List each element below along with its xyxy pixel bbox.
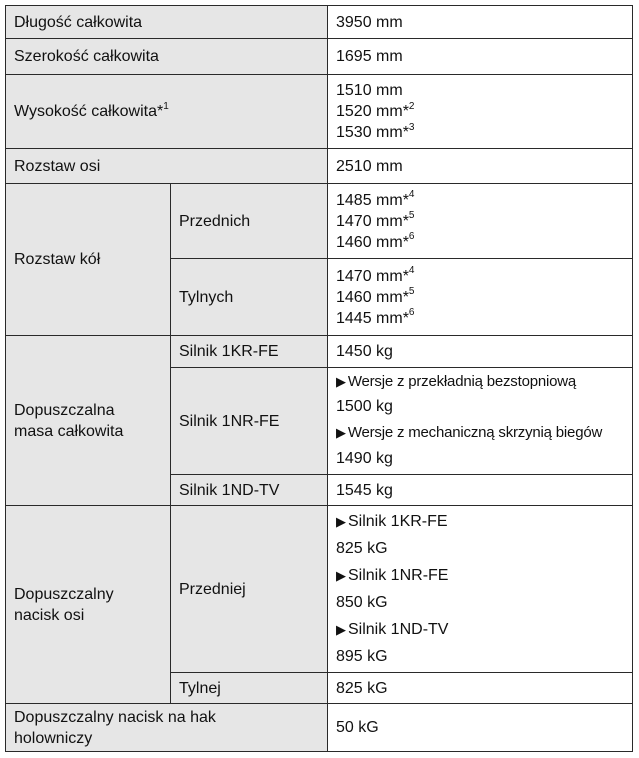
footnote-marker: 1 [163,100,169,112]
label-szerokosc: Szerokość całkowita [6,39,328,75]
value-masa-nd: 1545 kg [328,475,633,506]
label-rozstaw-kol: Rozstaw kół [6,184,171,336]
label-rozstaw-osi: Rozstaw osi [6,149,328,184]
value-dlugosc: 3950 mm [328,6,633,39]
label-masa-nd: Silnik 1ND-TV [171,475,328,506]
row-rozstaw-kol-przednich [6,184,633,259]
value-line: 1510 mm [336,82,403,99]
label-wysokosc: Wysokość całkowita*$^1$ [6,75,328,149]
right-triangle-icon: ▶ [336,514,346,529]
value-line: 825 kG [336,540,388,557]
row-nacisk-przedniej [6,506,633,673]
value-line: 895 kG [336,648,388,665]
value-line: 1445 mm*$^6$ [336,307,415,327]
value-szerokosc: 1695 mm [328,39,633,75]
value-przednich [328,184,633,259]
value-line: 1460 mm*$^5$ [336,286,415,306]
value-line: 1520 mm*$^2$ [336,100,415,120]
label-hak: Dopuszczalny nacisk na hak holowniczy [6,704,328,752]
label-tylnej: Tylnej [171,673,328,704]
row-hak [6,704,633,752]
row-rozstaw-osi [6,149,633,184]
value-line: 1500 kg [336,398,393,415]
row-wysokosc [6,75,633,149]
value-wysokosc [328,75,633,149]
label-przedniej: Przedniej [171,506,328,673]
value-line: 1490 kg [336,450,393,467]
label-przednich: Przednich [171,184,328,259]
engine-line: ▶ Silnik 1KR-FE [336,513,448,530]
value-line: 1530 mm*$^3$ [336,121,415,141]
specification-table [5,5,633,752]
right-triangle-icon: ▶ [336,425,346,440]
label-masa-nr: Silnik 1NR-FE [171,368,328,475]
value-przedniej [328,506,633,673]
label-dlugosc: Długość całkowita [6,6,328,39]
right-triangle-icon: ▶ [336,374,346,389]
value-masa-nr [328,368,633,475]
row-masa-kr [6,336,633,368]
value-tylnych [328,259,633,336]
label-masa-kr: Silnik 1KR-FE [171,336,328,368]
engine-line: ▶ Silnik 1ND-TV [336,621,449,638]
value-line: 1470 mm*$^4$ [336,265,415,285]
value-tylnej: 825 kG [328,673,633,704]
label-nacisk: Dopuszczalny nacisk osi [6,506,171,704]
value-line: 1485 mm*$^4$ [336,189,415,209]
value-line: 1460 mm*$^6$ [336,231,415,251]
row-dlugosc [6,6,633,39]
variant-line: ▶ Wersje z mechaniczną skrzynią biegów [336,424,603,441]
value-line: 850 kG [336,594,388,611]
value-masa-kr: 1450 kg [328,336,633,368]
right-triangle-icon: ▶ [336,622,346,637]
value-hak: 50 kG [328,704,633,752]
row-szerokosc [6,39,633,75]
label-tylnych: Tylnych [171,259,328,336]
variant-line: ▶ Wersje z przekładnią bezstopniową [336,373,577,390]
value-rozstaw-osi: 2510 mm [328,149,633,184]
engine-line: ▶ Silnik 1NR-FE [336,567,449,584]
right-triangle-icon: ▶ [336,568,346,583]
label-masa: Dopuszczalna masa całkowita [6,336,171,506]
value-line: 1470 mm*$^5$ [336,210,415,230]
